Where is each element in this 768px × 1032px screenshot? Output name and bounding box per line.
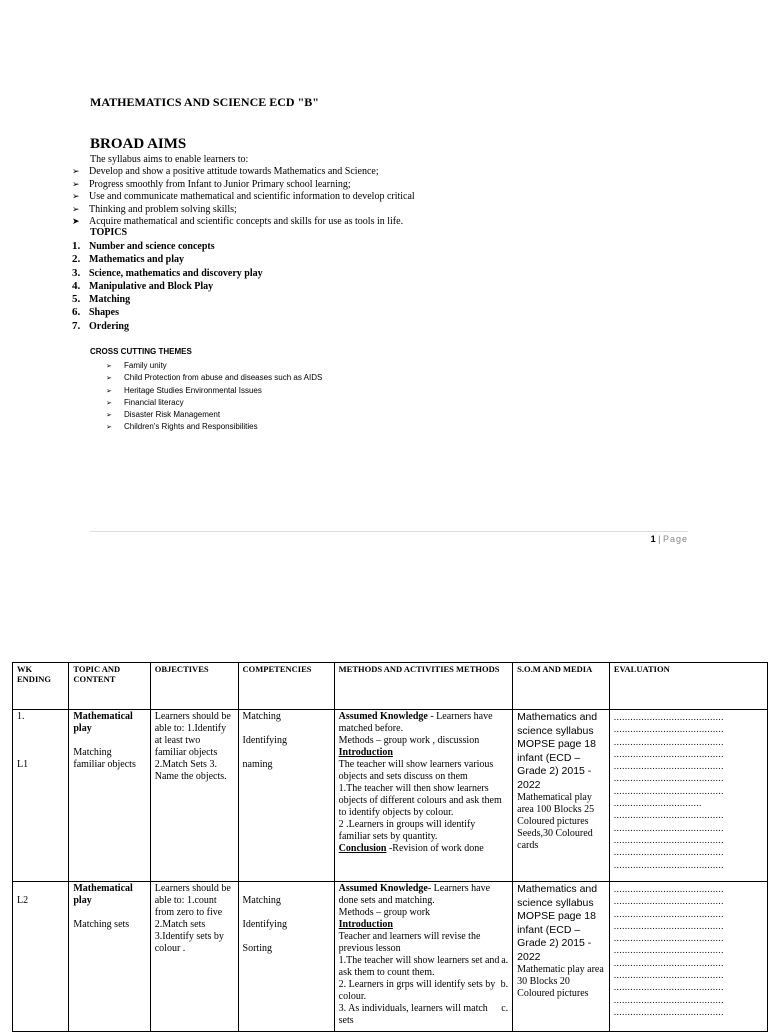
col-header-topic: TOPIC AND CONTENT [69, 663, 150, 710]
arrow-bullet-icon: ➤ [72, 217, 80, 227]
cross-cutting-heading: CROSS CUTTING THEMES [90, 347, 192, 356]
aim-item: ➤ Acquire mathematical and scientific concepts and skills for use as tools in life. [72, 216, 404, 227]
topic-item: 7. Ordering [72, 319, 129, 332]
objectives-cell: Learners should be able to: 1.Identify at least two familiar objects 2.Match Sets 3. Name the objects. [150, 710, 238, 882]
table-row [13, 710, 768, 882]
topic-item: 5. Matching [72, 293, 131, 306]
col-header-methods: METHODS AND ACTIVITIES METHODS [334, 663, 513, 710]
objectives-cell: Learners should be able to: 1.count from zero to five 2.Match sets 3.Identify sets by colour . [150, 882, 238, 1032]
table-header-row [13, 663, 768, 710]
arrow-bullet-icon: ➢ [106, 398, 112, 407]
aim-item: ➢ Develop and show a positive attitude towards Mathematics and Science; [72, 166, 379, 177]
aim-item: ➢ Thinking and problem solving skills; [72, 203, 237, 215]
competencies-cell: Matching Identifying Sorting [238, 882, 334, 1032]
col-header-evaluation: EVALUATION [609, 663, 767, 710]
competencies-cell: Matching Identifying naming [238, 710, 334, 882]
topics-heading: TOPICS [90, 227, 128, 238]
document-title: MATHEMATICS AND SCIENCE ECD "B" [90, 95, 319, 109]
theme-item: ➢ Disaster Risk Management [106, 409, 322, 421]
theme-item: ➢ Heritage Studies Environmental Issues [106, 385, 322, 397]
cross-cutting-list [106, 360, 322, 434]
col-header-objectives: OBJECTIVES [150, 663, 238, 710]
evaluation-cell: ........................................ ........................................ ........................................ ........................................ ........................................ ........................................ ........................................ ........................................ ........................................ ........................................ ........................................ [609, 882, 767, 1032]
arrow-bullet-icon: ➢ [106, 411, 112, 420]
broad-aims-list [72, 166, 415, 229]
arrow-bullet-icon: ➢ [106, 386, 112, 395]
wk-cell: L2 [13, 882, 69, 1032]
arrow-bullet-icon: ➢ [106, 374, 112, 383]
wk-cell: 1. L1 [13, 710, 69, 882]
page-number: 1 | Page [650, 534, 688, 544]
broad-aims-heading: BROAD AIMS [90, 136, 187, 152]
topic-item: 1. Number and science concepts [72, 240, 215, 252]
som-cell: Mathematics and science syllabus MOPSE page 18 infant (ECD – Grade 2) 2015 - 2022 Mathematic play area 30 Blocks 20 Coloured pictures [513, 882, 610, 1032]
arrow-bullet-icon: ➢ [72, 192, 80, 202]
topic-item: 4. Manipulative and Block Play [72, 279, 214, 292]
aim-item: ➢ Use and communicate mathematical and scientific information to develop critical [72, 191, 415, 202]
topic-cell: Mathematical play Matching sets [69, 882, 150, 1032]
arrow-bullet-icon: ➢ [72, 204, 80, 215]
theme-item: ➢ Children's Rights and Responsibilities [106, 421, 322, 433]
arrow-bullet-icon: ➢ [72, 179, 80, 190]
col-header-competencies: COMPETENCIES [238, 663, 334, 710]
topic-item: 6. Shapes [72, 306, 120, 319]
footer-divider [90, 531, 688, 532]
theme-item: ➢ Child Protection from abuse and diseases such as AIDS [106, 372, 322, 384]
scheme-table [12, 662, 768, 1032]
col-header-som: S.O.M AND MEDIA [513, 663, 610, 710]
som-cell: Mathematics and science syllabus MOPSE page 18 infant (ECD – Grade 2) 2015 - 2022 Mathematical play area 100 Blocks 25 Coloured pictures Seeds,30 Coloured cards [513, 710, 610, 882]
topic-item: 2. Mathematics and play [72, 253, 184, 266]
arrow-bullet-icon: ➢ [106, 423, 112, 432]
col-header-wk: WK ENDING [13, 663, 69, 710]
topic-item: 3. Science, mathematics and discovery play [72, 266, 263, 279]
table-row [13, 882, 768, 1032]
theme-item: ➢ Financial literacy [106, 397, 322, 409]
evaluation-cell: ........................................ ........................................ ........................................ ........................................ ........................................ ........................................ ........................................ ................................ ........................................ ........................................ ........................................ ........................................ ........................................ [609, 710, 767, 882]
arrow-bullet-icon: ➢ [106, 362, 112, 370]
arrow-bullet-icon: ➢ [72, 167, 80, 177]
broad-aims-intro: The syllabus aims to enable learners to: [90, 154, 249, 165]
theme-item: ➢ Family unity [106, 360, 322, 372]
methods-cell: Assumed Knowledge - Learners have matched before. Methods – group work , discussion Introduction The teacher will show learners various objects and sets discuss on them 1.The teacher will then show learners objects of different colours and ask them to identify objects by colour. 2 .Learners in groups will identify familiar sets by quantity. Conclusion -Revision of work done [334, 710, 513, 882]
topics-list [72, 240, 263, 333]
topic-cell: Mathematical play Matching familiar objects [69, 710, 150, 882]
aim-item: ➢ Progress smoothly from Infant to Junior Primary school learning; [72, 178, 351, 190]
methods-cell: Assumed Knowledge- Learners have done sets and matching. Methods – group work Introduction Teacher and learners will revise the previous lesson a. 1.The teacher will show learners set and ask them to count them. b. 2. Learners in grps will identify sets by colour. c. 3. As individuals, learners will match sets [334, 882, 513, 1032]
